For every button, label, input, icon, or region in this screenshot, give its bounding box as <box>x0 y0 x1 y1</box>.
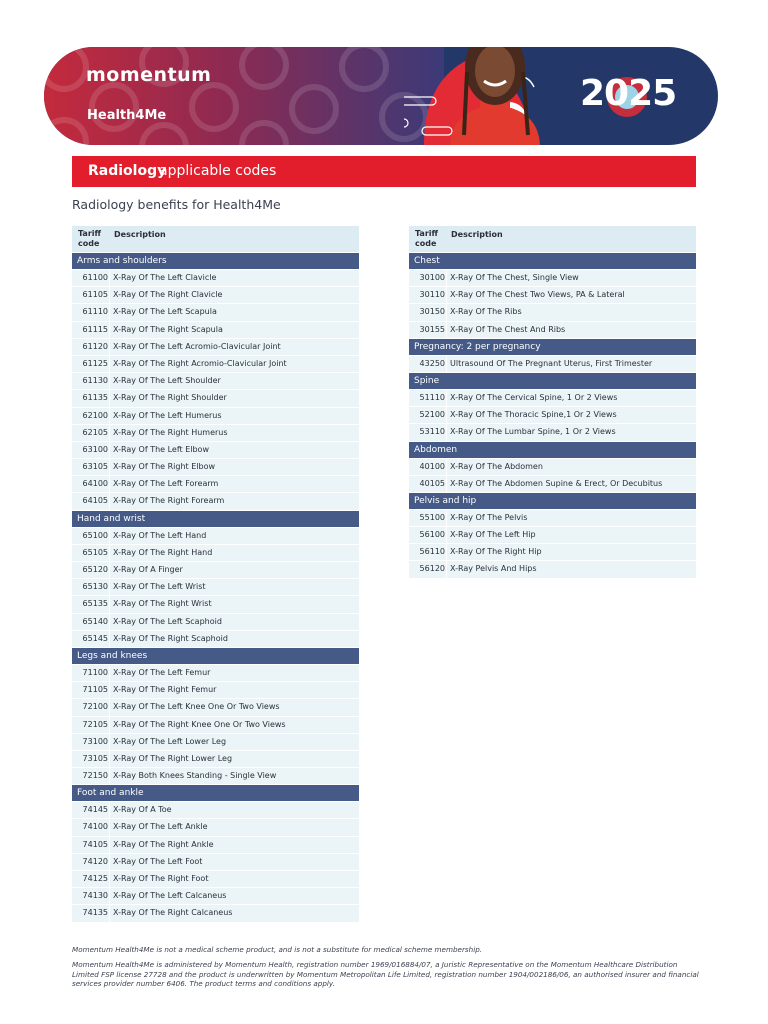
tariff-code: 56100 <box>419 530 445 540</box>
tariff-code: 72100 <box>82 702 108 712</box>
cell-divider <box>109 304 110 320</box>
tariff-code: 74125 <box>82 874 108 883</box>
procedure-description: X-Ray Of The Right Ankle <box>113 839 214 849</box>
table-row <box>409 304 696 320</box>
cell-divider <box>109 476 110 492</box>
procedure-description: X-Ray Of The Left Hand <box>113 530 207 540</box>
cell-divider <box>109 579 110 595</box>
cell-divider <box>446 390 447 406</box>
section-heading: Hand and wrist <box>72 511 359 527</box>
tariff-code: 62100 <box>82 410 108 420</box>
tariff-code: 65100 <box>82 530 108 540</box>
cell-divider <box>109 459 110 475</box>
year-label: 2025 <box>580 73 677 114</box>
procedure-description: X-Ray Pelvis And Hips <box>450 564 537 574</box>
cell-divider <box>109 596 110 612</box>
table-row <box>72 476 359 492</box>
header-description: Description <box>451 230 503 239</box>
cell-divider <box>109 751 110 767</box>
procedure-description: X-Ray Of The Left Elbow <box>113 444 209 454</box>
table-row <box>72 304 359 320</box>
procedure-description: X-Ray Of The Left Acromio-Clavicular Joint <box>113 341 281 351</box>
cell-divider <box>109 837 110 853</box>
cell-divider <box>109 631 110 647</box>
tariff-code: 56120 <box>419 564 445 574</box>
table-row <box>409 510 696 526</box>
table-header <box>409 226 696 252</box>
tariff-code: 30155 <box>419 324 445 334</box>
cell-divider <box>109 442 110 458</box>
table-row <box>72 562 359 578</box>
procedure-description: X-Ray Of The Left Femur <box>113 667 211 677</box>
tariff-code: 71100 <box>82 667 108 677</box>
table-row <box>72 905 359 921</box>
tariff-code: 52100 <box>419 410 445 420</box>
brand-logo: momentum <box>86 64 212 86</box>
cell-divider <box>109 390 110 406</box>
table-row <box>409 407 696 423</box>
tariff-code: 61125 <box>82 358 108 368</box>
cell-divider <box>109 819 110 835</box>
cell-divider <box>109 373 110 389</box>
cell-divider <box>109 493 110 509</box>
cell-divider <box>446 424 447 440</box>
procedure-description: X-Ray Of The Right Forearm <box>113 496 225 506</box>
tariff-code: 74135 <box>82 908 108 918</box>
procedure-description: X-Ray Of The Right Knee One Or Two Views <box>113 719 286 729</box>
cell-divider <box>109 905 110 921</box>
procedure-description: X-Ray Of The Pelvis <box>450 512 528 522</box>
procedure-description: X-Ray Of The Chest Two Views, PA & Lateral <box>450 290 625 300</box>
tariff-code: 65145 <box>82 633 108 643</box>
cell-divider <box>446 510 447 526</box>
tariff-code: 61100 <box>82 273 108 282</box>
cell-divider <box>446 304 447 320</box>
procedure-description: X-Ray Of The Left Knee One Or Two Views <box>113 702 280 712</box>
section-heading: Spine <box>409 373 696 389</box>
procedure-description: X-Ray Of The Right Acromio-Clavicular Joint <box>113 358 287 368</box>
procedure-description: X-Ray Of The Left Shoulder <box>113 376 221 386</box>
tariff-code: 30110 <box>419 290 445 300</box>
cell-divider <box>109 682 110 698</box>
procedure-description: X-Ray Of The Thoracic Spine,1 Or 2 Views <box>450 410 617 420</box>
cell-divider <box>109 699 110 715</box>
table-row <box>72 614 359 630</box>
tariff-code: 74120 <box>82 856 108 866</box>
procedure-description: Ultrasound Of The Pregnant Uterus, First Trimester <box>450 358 653 368</box>
tariff-code: 30150 <box>419 307 445 317</box>
legal-notice: Momentum Health4Me is administered by Momentum Health, registration number 1969/016884/07, a Juristic Representative on the Momentum Healthcare Distribution Limited FSP license 27728 and the product is underwritten by Momentum Metropolitan Life Limited, registration number 1904/002186/06, an authorised insurer and financial services provider number 6406. The product terms and conditions apply. <box>72 960 699 989</box>
tariff-code: 62105 <box>82 427 108 437</box>
table-row <box>409 527 696 543</box>
cell-divider <box>109 545 110 561</box>
table-row <box>72 819 359 835</box>
procedure-description: X-Ray Of The Left Calcaneus <box>113 891 227 901</box>
section-heading: Legs and knees <box>72 648 359 664</box>
tariff-code: 61130 <box>82 376 108 386</box>
procedure-description: X-Ray Of The Right Scaphoid <box>113 633 228 643</box>
cell-divider <box>446 407 447 423</box>
tariff-code: 64100 <box>82 479 108 489</box>
table-row <box>72 408 359 424</box>
cell-divider <box>446 561 447 577</box>
table-row <box>72 339 359 355</box>
table-row <box>72 442 359 458</box>
table-row <box>409 356 696 372</box>
section-heading: Foot and ankle <box>72 785 359 801</box>
cell-divider <box>109 768 110 784</box>
cell-divider <box>109 287 110 303</box>
cell-divider <box>109 322 110 338</box>
procedure-description: X-Ray Of The Left Forearm <box>113 479 219 489</box>
cell-divider <box>109 717 110 733</box>
cell-divider <box>109 871 110 887</box>
procedure-description: X-Ray Of The Left Scapula <box>113 307 217 317</box>
procedure-description: X-Ray Of The Left Foot <box>113 856 203 866</box>
page-title-rest: applicable codes <box>159 163 277 179</box>
table-header <box>72 226 359 252</box>
cell-divider <box>446 544 447 560</box>
table-row <box>409 476 696 492</box>
woman-photo-icon <box>440 47 550 145</box>
tariff-code: 74105 <box>82 839 108 849</box>
table-row <box>72 459 359 475</box>
product-name: Health4Me <box>87 108 167 123</box>
tariff-code: 61120 <box>82 341 108 351</box>
cell-divider <box>446 527 447 543</box>
table-row <box>72 528 359 544</box>
table-row <box>409 459 696 475</box>
procedure-description: X-Ray Of The Left Wrist <box>113 582 206 592</box>
table-row <box>72 734 359 750</box>
page-subtitle: Radiology benefits for Health4Me <box>72 197 281 212</box>
tariff-code: 73100 <box>82 736 108 746</box>
tariff-code: 51110 <box>419 392 445 402</box>
cell-divider <box>109 356 110 372</box>
table-row <box>72 493 359 509</box>
tariff-code: 61115 <box>82 324 108 334</box>
tariff-code: 61110 <box>82 307 108 317</box>
header-code: Tariff code <box>415 229 438 248</box>
table-row <box>72 682 359 698</box>
page-title-bar <box>72 156 696 187</box>
cell-divider <box>446 322 447 338</box>
codes-table-right <box>409 226 696 578</box>
decorative-pattern <box>44 47 444 145</box>
tariff-code: 65105 <box>82 547 108 557</box>
cell-divider <box>446 270 447 286</box>
section-heading: Arms and shoulders <box>72 253 359 269</box>
procedure-description: X-Ray Of A Toe <box>113 805 172 815</box>
table-row <box>72 631 359 647</box>
tariff-code: 64105 <box>82 496 108 506</box>
cell-divider <box>109 425 110 441</box>
page-title-bold: Radiology <box>88 163 167 179</box>
table-row <box>409 287 696 303</box>
table-row <box>72 425 359 441</box>
table-row <box>72 322 359 338</box>
cell-divider <box>446 356 447 372</box>
cell-divider <box>446 287 447 303</box>
cell-divider <box>109 339 110 355</box>
header-code: Tariff code <box>78 229 101 248</box>
table-row <box>409 270 696 286</box>
table-row <box>72 854 359 870</box>
procedure-description: X-Ray Of The Right Elbow <box>113 462 216 472</box>
table-row <box>72 768 359 784</box>
tariff-code: 74130 <box>82 891 108 901</box>
table-row <box>72 837 359 853</box>
table-row <box>72 390 359 406</box>
procedure-description: X-Ray Of The Abdomen Supine & Erect, Or Decubitus <box>450 478 663 488</box>
tariff-code: 53110 <box>419 427 445 437</box>
tariff-code: 74145 <box>82 805 108 815</box>
tariff-code: 65120 <box>82 565 108 574</box>
header-banner <box>44 47 718 145</box>
procedure-description: X-Ray Both Knees Standing - Single View <box>113 771 277 781</box>
procedure-description: X-Ray Of The Left Hip <box>450 530 536 540</box>
procedure-description: X-Ray Of The Right Lower Leg <box>113 753 233 763</box>
procedure-description: X-Ray Of The Right Clavicle <box>113 290 223 300</box>
codes-table-left <box>72 226 359 922</box>
section-heading: Abdomen <box>409 442 696 458</box>
section-heading: Pelvis and hip <box>409 493 696 509</box>
procedure-description: X-Ray Of The Chest And Ribs <box>450 324 566 334</box>
procedure-description: X-Ray Of The Ribs <box>450 307 522 317</box>
procedure-description: X-Ray Of The Right Foot <box>113 874 209 883</box>
procedure-description: X-Ray Of The Chest, Single View <box>450 273 579 282</box>
cell-divider <box>446 459 447 475</box>
table-row <box>72 751 359 767</box>
procedure-description: X-Ray Of The Left Lower Leg <box>113 736 227 746</box>
cell-divider <box>109 802 110 818</box>
table-row <box>72 717 359 733</box>
table-row <box>72 802 359 818</box>
tariff-code: 65130 <box>82 582 108 592</box>
procedure-description: X-Ray Of The Right Hand <box>113 547 213 557</box>
tariff-code: 40100 <box>419 461 445 471</box>
table-row <box>72 373 359 389</box>
procedure-description: X-Ray Of The Left Humerus <box>113 410 222 420</box>
procedure-description: X-Ray Of The Abdomen <box>450 461 543 471</box>
table-row <box>72 699 359 715</box>
table-row <box>409 390 696 406</box>
procedure-description: X-Ray Of The Right Humerus <box>113 427 228 437</box>
procedure-description: X-Ray Of A Finger <box>113 565 183 574</box>
tariff-code: 56110 <box>419 547 445 557</box>
tariff-code: 61135 <box>82 393 108 403</box>
procedure-description: X-Ray Of The Right Scapula <box>113 324 223 334</box>
tariff-code: 74100 <box>82 822 108 832</box>
cell-divider <box>446 476 447 492</box>
cell-divider <box>109 888 110 904</box>
cell-divider <box>109 734 110 750</box>
table-row <box>72 665 359 681</box>
procedure-description: X-Ray Of The Left Ankle <box>113 822 208 832</box>
cell-divider <box>109 562 110 578</box>
section-heading: Chest <box>409 253 696 269</box>
procedure-description: X-Ray Of The Right Shoulder <box>113 393 227 403</box>
table-row <box>409 322 696 338</box>
procedure-description: X-Ray Of The Left Clavicle <box>113 273 217 282</box>
cell-divider <box>109 854 110 870</box>
tariff-code: 65135 <box>82 599 108 609</box>
cell-divider <box>109 528 110 544</box>
procedure-description: X-Ray Of The Left Scaphoid <box>113 616 222 626</box>
tariff-code: 63105 <box>82 462 108 472</box>
tariff-code: 30100 <box>419 273 445 282</box>
tariff-code: 72105 <box>82 719 108 729</box>
tariff-code: 61105 <box>82 290 108 300</box>
disclaimer-line: Momentum Health4Me is not a medical scheme product, and is not a substitute for medical scheme membership. <box>72 945 483 954</box>
tariff-code: 72150 <box>82 771 108 781</box>
tariff-code: 55100 <box>419 512 445 522</box>
tariff-code: 63100 <box>82 444 108 454</box>
tariff-code: 43250 <box>419 358 445 368</box>
procedure-description: X-Ray Of The Lumbar Spine, 1 Or 2 Views <box>450 427 616 437</box>
table-row <box>72 356 359 372</box>
tariff-code: 71105 <box>82 685 108 695</box>
table-row <box>72 579 359 595</box>
table-row <box>72 888 359 904</box>
cell-divider <box>109 614 110 630</box>
cell-divider <box>109 270 110 286</box>
procedure-description: X-Ray Of The Right Wrist <box>113 599 212 609</box>
procedure-description: X-Ray Of The Right Femur <box>113 685 217 695</box>
section-heading: Pregnancy: 2 per pregnancy <box>409 339 696 355</box>
procedure-description: X-Ray Of The Right Hip <box>450 547 542 557</box>
table-row <box>72 270 359 286</box>
tariff-code: 65140 <box>82 616 108 626</box>
cell-divider <box>109 408 110 424</box>
table-row <box>72 596 359 612</box>
tariff-code: 73105 <box>82 753 108 763</box>
cell-divider <box>109 665 110 681</box>
table-row <box>409 561 696 577</box>
header-description: Description <box>114 230 166 239</box>
table-row <box>72 545 359 561</box>
procedure-description: X-Ray Of The Cervical Spine, 1 Or 2 Views <box>450 392 618 402</box>
tariff-code: 40105 <box>419 478 445 488</box>
table-row <box>72 287 359 303</box>
table-row <box>409 544 696 560</box>
table-row <box>72 871 359 887</box>
procedure-description: X-Ray Of The Right Calcaneus <box>113 908 233 918</box>
table-row <box>409 424 696 440</box>
